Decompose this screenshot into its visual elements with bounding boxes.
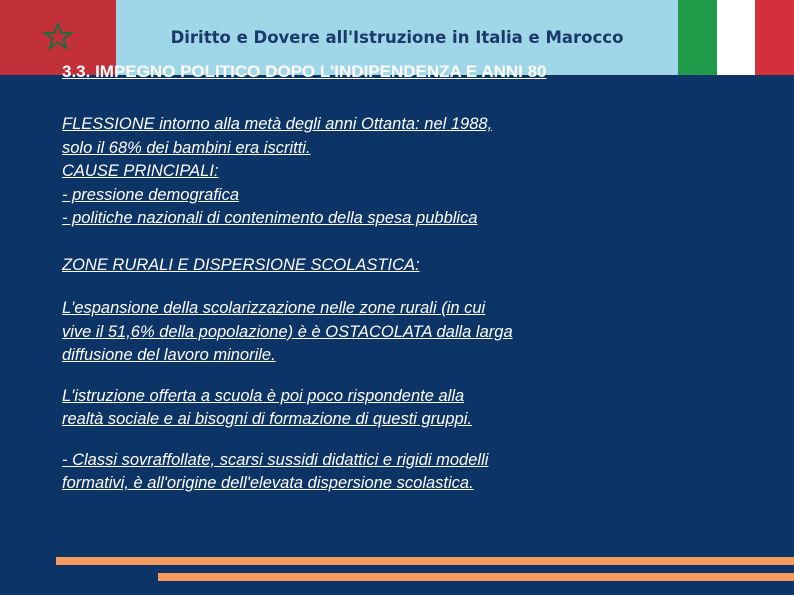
italy-flag-white [717, 0, 755, 75]
accent-bar-bottom [158, 573, 794, 581]
section-heading: ZONE RURALI E DISPERSIONE SCOLASTICA: [62, 255, 420, 274]
text-line: FLESSIONE intorno alla metà degli anni Ottanta: nel 1988, [62, 115, 493, 133]
italy-flag [678, 0, 794, 75]
star-icon [44, 22, 72, 50]
text-line: CAUSE PRINCIPALI: [62, 162, 219, 180]
text-line: - politiche nazionali di contenimento della spesa pubblica [62, 209, 478, 227]
slide-content [62, 113, 662, 496]
text-line: L'istruzione offerta a scuola è poi poco rispondente alla [62, 386, 465, 405]
text-line: - Classi sovraffollate, scarsi sussidi didattici e rigidi modelli [62, 450, 489, 469]
italy-flag-green [678, 0, 717, 75]
text-line: vive il 51,6% della popolazione) è è OSTACOLATA dalla larga [62, 322, 513, 341]
text-line: diffusione del lavoro minorile. [62, 346, 276, 364]
slide-title: Diritto e Dovere all'Istruzione in Italia e Marocco [170, 28, 624, 47]
cutoff-heading-text: 3.3. IMPEGNO POLITICO DOPO L'INDIPENDENZA E ANNI 80 [62, 62, 547, 81]
text-line: formativi, è all'origine dell'elevata dispersione scolastica. [62, 474, 474, 492]
text-line: - pressione demografica [62, 185, 240, 204]
text-line: solo il 68% dei bambini era iscritti. [62, 138, 311, 157]
italy-flag-red [755, 0, 794, 75]
text-line: realtà sociale e ai bisogni di formazione di questi gruppi. [62, 410, 472, 428]
accent-bar-top [56, 557, 794, 565]
cutoff-heading [62, 62, 606, 88]
text-line: L'espansione della scolarizzazione nelle zone rurali (in cui [62, 299, 486, 317]
